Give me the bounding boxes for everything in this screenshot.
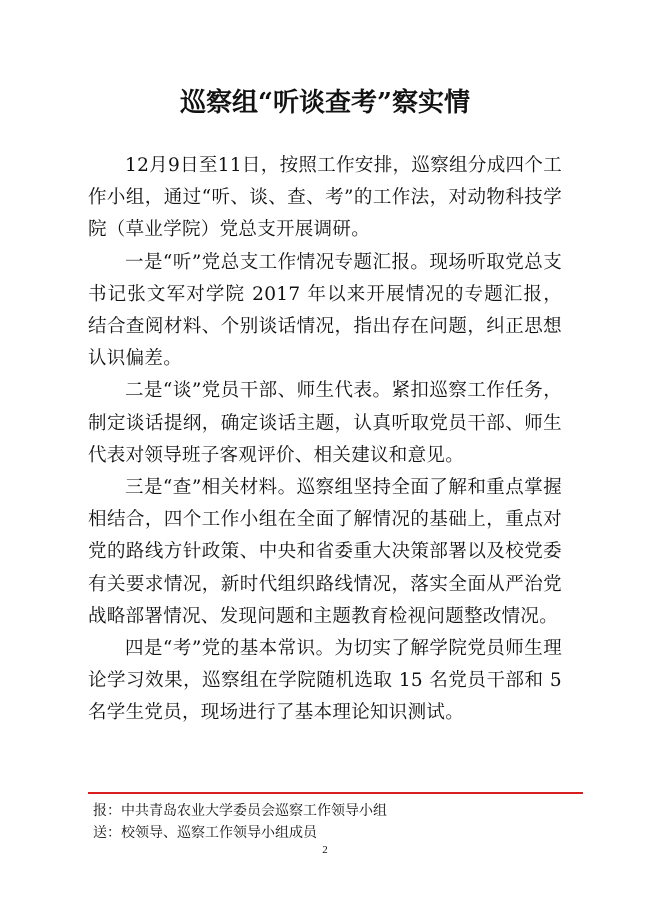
paragraph-talk: 二是“谈”党员干部、师生代表。紧扣巡察工作任务，制定谈话提纲，确定谈话主题，认真听取党员干部、师生代表对领导班子客观评价、相关建议和意见。 xyxy=(88,380,562,466)
paragraph-check: 三是“查”相关材料。巡察组坚持全面了解和重点掌握相结合，四个工作小组在全面了解情况的基础上，重点对党的路线方针政策、中央和省委重大决策部署以及校党委有关要求情况，新时代组织路线情况，落实全面从严治党战略部署情况、发现问题和主题教育检视问题整改情况。 xyxy=(88,477,562,627)
document-body xyxy=(88,150,562,730)
report-to-line: 报：中共青岛农业大学委员会巡察工作领导小组 xyxy=(93,803,387,819)
document-title: 巡察组“听谈查考”察实情 xyxy=(180,88,470,118)
footer-divider xyxy=(88,792,583,794)
paragraph-intro: 12月9日至11日，按照工作安排，巡察组分成四个工作小组，通过“听、谈、查、考”的工作法，对动物科技学院（草业学院）党总支开展调研。 xyxy=(88,155,562,241)
send-to-line: 送：校领导、巡察工作领导小组成员 xyxy=(93,825,317,841)
page-number: 2 xyxy=(322,844,328,856)
distribution-footer xyxy=(93,800,573,844)
paragraph-listen: 一是“听”党总支工作情况专题汇报。现场听取党总支书记张文军对学院 2017 年以来开展情况的专题汇报，结合查阅材料、个别谈话情况，指出存在问题，纠正思想认识偏差。 xyxy=(88,251,562,370)
paragraph-test: 四是“考”党的基本常识。为切实了解学院党员师生理论学习效果，巡察组在学院随机选取 15 名党员干部和 5 名学生党员，现场进行了基本理论知识测试。 xyxy=(88,638,562,724)
